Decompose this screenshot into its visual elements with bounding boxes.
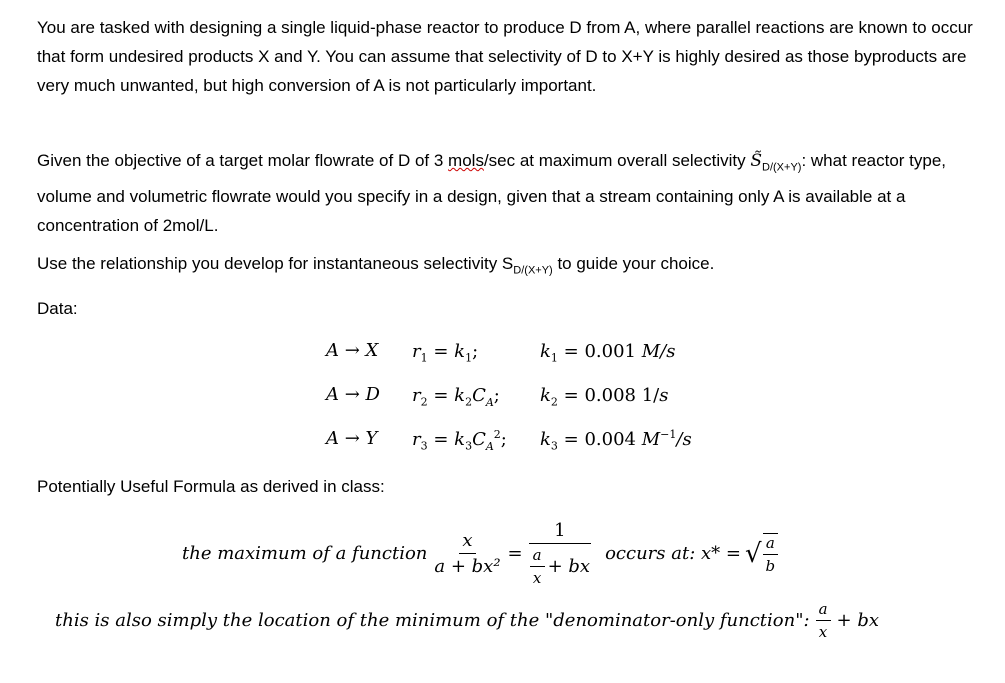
subscript: D/(X+Y) [513,264,553,277]
rate-law: $r_1 = k_1$; [412,341,479,365]
math-part: s [659,385,669,406]
denominator: a + bx² [434,556,501,577]
denominator: x [818,623,828,641]
math-part: C [472,385,486,406]
text: /sec at maximum overall selectivity [483,151,751,170]
math-part: r [412,341,421,362]
math-part: 2 [465,395,473,409]
math-part: k [454,385,466,406]
reaction-row [326,428,377,449]
max-function-equation: the maximum of a function $\frac{x}{\text{a + bx²}}$ = 1 $\frac{a}{x}$ + bx occurs at: x* = √ $\frac{a}{b}$ [182,520,778,587]
math-part: M/s [641,341,676,362]
numerator: 1 [529,520,590,544]
math-part: k [454,429,466,450]
rate-law: $r_3 = k_3C_A^2$; [412,428,507,453]
math-part: r [412,429,421,450]
math-part: 2 [550,395,558,409]
numerator: a [816,600,831,621]
math-part: r [412,385,421,406]
math-part: k [540,385,551,406]
intro-paragraph: You are tasked with designing a single liquid-phase reactor to produce D from A, where parallel reactions are known to occur that form undesired products X and Y. You can assume that selectivity of D to X+Y is highly desired as those byproducts are very much unwanted, but high conversion of A is not particularly important. [37,18,973,95]
denominator [527,544,593,587]
math-part: k [540,429,551,450]
text: to guide your choice. [552,254,715,273]
math-part: /s [676,429,692,450]
denominator: x [532,569,542,587]
math-part: 3 [550,439,558,453]
numerator: a [530,546,545,567]
reaction-row [326,340,378,361]
math-part: M [641,429,661,450]
rate-constant: $k_1 = 0.001$ M/s [540,341,676,365]
math-part: 0.004 [584,429,642,450]
numerator: x [459,530,475,554]
math-part: 3 [465,439,473,453]
spellcheck-word: mols [448,151,484,170]
rate-constant: $k_3 = 0.004$ $M^{-1}/s$ [540,428,692,453]
data-label: Data: [37,299,78,318]
text: + bx [547,556,591,577]
math-part: 3 [420,439,428,453]
math-part: k [540,341,551,362]
reaction: A → Y [326,428,378,449]
math-part: C [472,429,486,450]
rate-law: $r_2 = k_2C_A$; [412,385,500,409]
math-part: −1 [660,428,677,441]
denominator: b [765,556,776,575]
text: : what reactor type, volume and volumetric flowrate would you specify in a design, given that a stream containing only A is available at a concentration of 2mol/L. [37,151,947,236]
text: Use the relationship you develop for instantaneous selectivity S [37,254,514,273]
math-part: 1 [420,351,428,365]
text: + bx [836,610,879,631]
reaction-row [326,384,380,405]
math-part: 0.008 1/ [584,385,660,406]
fraction [431,530,503,577]
math-part: 2 [420,395,428,409]
selectivity-symbol: S̃ [750,151,763,171]
fraction [527,520,593,587]
text: occurs at: x* = [605,543,741,564]
numerator: a [763,534,778,555]
text: the maximum of a function [182,543,428,564]
formula-label: Potentially Useful Formula as derived in class: [37,477,385,496]
text: Given the objective of a target molar flowrate of D of 3 [37,151,449,170]
sqrt-fraction [763,533,779,575]
subscript: D/(X+Y) [762,161,802,174]
fraction [816,600,831,641]
guide-paragraph [37,249,977,285]
objective-paragraph [37,146,977,240]
reaction: A → D [326,384,380,405]
math-part: 2 [493,428,501,441]
math-part: 0.001 [584,341,642,362]
math-part: 1 [550,351,558,365]
denominator-function-note [55,600,879,641]
math-part: 1 [465,351,473,365]
text: this is also simply the location of the minimum of the "denominator-only function": [55,610,810,631]
math-part: k [454,341,466,362]
reaction: A → X [326,340,379,361]
rate-constant: $k_2 = 0.008$ 1/s [540,385,669,409]
